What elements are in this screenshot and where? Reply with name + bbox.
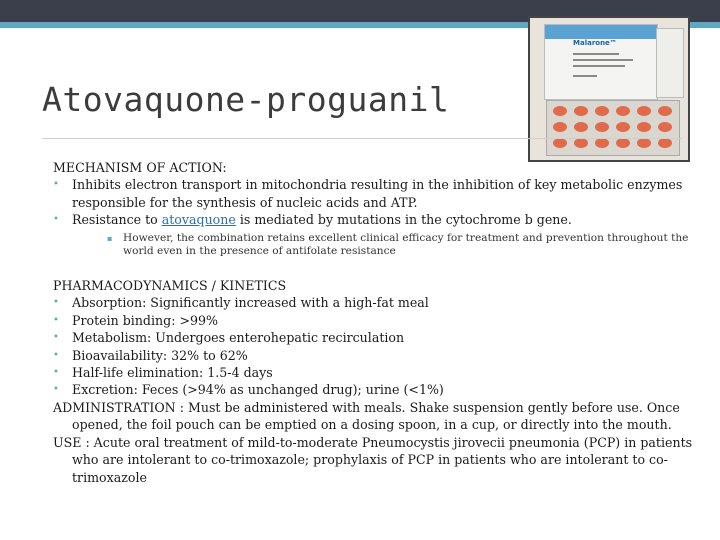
tablet [595,138,609,148]
tablet [658,122,672,132]
box-band [545,25,657,39]
use-text: USE : Acute oral treatment of mild-to-moderate Pneumocystis jirovecii pneumonia (PCP) in patients who are intolerant to co-trimoxazole; prophylaxis of PCP in patients who are intolerant to co-trimoxazole [53,434,693,485]
mechanism-heading: MECHANISM OF ACTION: [53,160,227,175]
tablet [616,106,630,116]
pk-bullet: • Protein binding: >99% [53,312,693,329]
atovaquone-link[interactable]: atovaquone [161,212,236,228]
pk-bullet: • Metabolism: Undergoes enterohepatic recirculation [53,329,693,346]
tablet [637,122,651,132]
blister-pack [546,100,680,156]
product-photo [528,16,690,162]
tablet [595,122,609,132]
box-text-line [573,65,625,67]
tablet [658,106,672,116]
administration-text: ADMINISTRATION : Must be administered with meals. Shake suspension gently before use. Once opened, the foil pouch can be emptied on a dosing spoon, in a cup, or directly into the mouth. [53,399,680,433]
tablet [574,122,588,132]
resistance-bullet [53,211,693,228]
tablet [637,138,651,148]
pk-bullet: • Absorption: Significantly increased with a high-fat meal [53,294,693,311]
tablet [553,122,567,132]
box-text-line [573,75,597,77]
tablet [553,138,567,148]
tablet [553,106,567,116]
mechanism-bullet: • Inhibits electron transport in mitochondria resulting in the inhibition of key metabolic enzymes responsible for the synthesis of nucleic acids and ATP. [53,176,693,211]
title-divider [42,138,682,139]
tablet [616,122,630,132]
medicine-box [544,24,658,100]
pk-heading: PHARMACODYNAMICS / KINETICS [53,278,287,294]
tablet [574,106,588,116]
box-brand-label: Malarone™ [573,39,617,47]
slide-body [53,159,693,486]
box-text-line [573,59,633,61]
tablet [595,106,609,116]
slide-title: Atovaquone-proguanil [42,80,450,119]
tablet [637,106,651,116]
pk-bullet: • Bioavailability: 32% to 62% [53,347,693,364]
resistance-text: Resistance to [72,212,162,228]
tablet [574,138,588,148]
tablet [658,138,672,148]
efficacy-sub-bullet: ▪ However, the combination retains excellent clinical efficacy for treatment and prevention throughout the world even in the presence of antifolate resistance [53,232,693,258]
pk-bullet: • Excretion: Feces (>94% as unchanged drug); urine (<1%) [53,381,693,398]
pk-bullet: • Half-life elimination: 1.5-4 days [53,364,693,381]
box-side-panel [656,28,684,98]
box-text-line [573,53,619,55]
resistance-text: is mediated by mutations in the cytochrome b gene. [235,212,572,228]
tablet [616,138,630,148]
